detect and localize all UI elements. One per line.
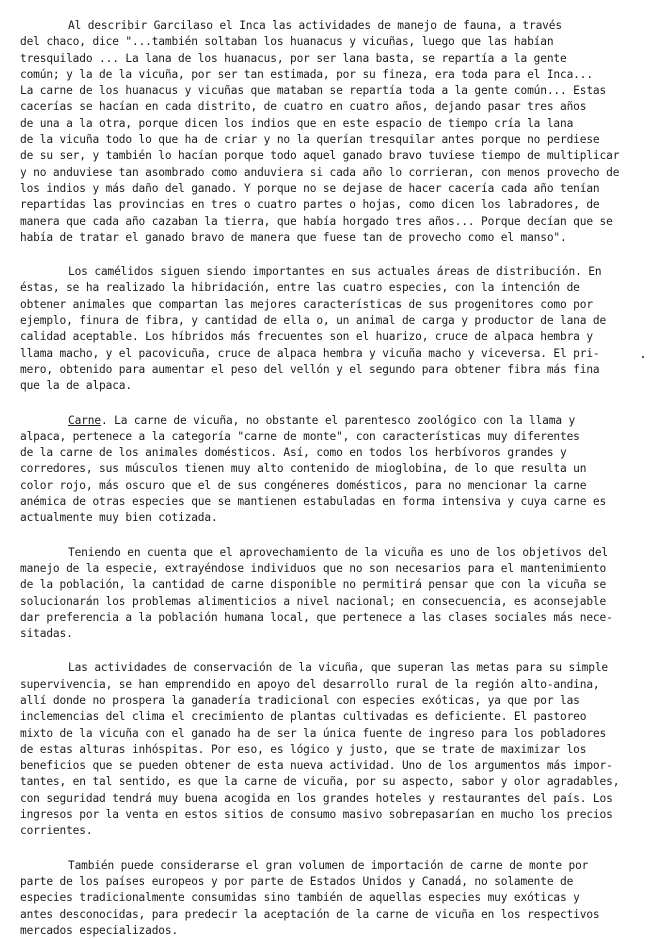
text-line: parte de los países europeos y por parte de Estados Unidos y Canadá, no solamente de: [20, 874, 574, 888]
paragraph-carne: [20, 413, 640, 527]
text-line: sitadas.: [20, 627, 73, 641]
text-line: de la carne de los animales domésticos. Así, como en todos los herbívoros grandes y: [20, 446, 567, 460]
text-line: Teniendo en cuenta que el aprovechamiento de la vicuña es uno de los objetivos del: [68, 545, 609, 559]
text-line: ejemplo, finura de fibra, y cantidad de ella o, un animal de carga y productor de lana de: [20, 314, 607, 328]
text-line: mixto de la vicuña con el ganado ha de ser la única fuente de ingreso para los pobladores: [20, 726, 607, 740]
text-line: tantes, en tal sentido, es que la carne de vicuña, por su aspecto, sabor y olor agradables,: [20, 775, 620, 789]
text-line: mercados especializados.: [20, 923, 179, 937]
text-line: del chaco, dice "...también soltaban los huanacus y vicuñas, luego que las habían: [20, 35, 554, 49]
text-line: cacerías se hacían en cada distrito, de cuatro en cuatro años, dejando pasar tres años: [20, 100, 587, 114]
text-line: inclemencias del clima el crecimiento de plantas cultivadas es deficiente. El pastoreo: [20, 710, 587, 724]
text-line: beneficios que se pueden obtener de esta nueva actividad. Uno de los argumentos más impor-: [20, 759, 613, 773]
text-line: común; y la de la vicuña, por ser tan estimada, por su fineza, era toda para el Inca...: [20, 67, 593, 81]
text-line: éstas, se ha realizado la hibridación, entre las cuatro especies, con la intención de: [20, 281, 580, 295]
text-line: alpaca, pertenece a la categoría "carne de monte", con características muy diferentes: [20, 429, 580, 443]
text-line: que la de alpaca.: [20, 379, 132, 393]
paragraph-conservation: [20, 660, 640, 839]
text-line: allí donde no prospera la ganadería tradicional con especies exóticas, ya que por las: [20, 693, 580, 707]
text-line: repartidas las provincias en tres o cuatro partes o hojas, como dicen los labradores, de: [20, 198, 600, 212]
paragraph-garcilaso-quote: [20, 18, 640, 246]
section-heading-carne: Carne: [68, 413, 101, 427]
text-line: supervivencia, se han emprendido en apoyo del desarrollo rural de la región alto-andina,: [20, 677, 600, 691]
text-line: con seguridad tendrá muy buena acogida en los grandes hoteles y restaurantes del país. Los: [20, 791, 613, 805]
text-line: de la vicuña todo lo que ha de criar y no la querían tresquilar antes porque no perdiese: [20, 133, 600, 147]
text-line: También puede considerarse el gran volumen de importación de carne de monte por: [68, 858, 589, 872]
text-line: de estas alturas inhóspitas. Por eso, es lógico y justo, que se trate de maximizar los: [20, 742, 587, 756]
text-line: corrientes.: [20, 824, 93, 838]
text-line-rest: . La carne de vicuña, no obstante el parentesco zoológico con la llama y: [100, 413, 576, 427]
text-line: [20, 413, 640, 429]
text-line: mero, obtenido para aumentar el peso del vellón y el segundo para obtener fibra más fina: [20, 362, 600, 376]
paragraph-meat-availability: [20, 545, 640, 643]
text-line: llama macho, y el pacovicuña, cruce de alpaca hembra y vicuña macho y viceversa. El pri-: [20, 346, 600, 360]
text-line: corredores, sus músculos tienen muy alto contenido de mioglobina, de lo que resulta un: [20, 462, 587, 476]
text-line: manera que cada año cazaban la tierra, que había horgado tres años... Porque decían que se: [20, 214, 613, 228]
scan-speck: [642, 356, 644, 358]
text-line: obtener animales que compartan las mejores características de sus progenitores como por: [20, 297, 593, 311]
text-line: tresquilado ... La lana de los huanacus, por ser lana basta, se repartía a la gente: [20, 51, 567, 65]
paragraph-camelid-hybrids: [20, 264, 640, 394]
text-line: anémica de otras especies que se mantienen estabuladas en forma intensiva y cuya carne es: [20, 495, 607, 509]
text-line: Los camélidos siguen siendo importantes en sus actuales áreas de distribución. En: [68, 265, 602, 279]
text-line: especies tradicionalmente consumidas sino también de aquellas especies muy exóticas y: [20, 891, 580, 905]
text-line: solucionarán los problemas alimenticios a nivel nacional; en consecuencia, es aconsejable: [20, 594, 607, 608]
text-line: de la población, la cantidad de carne disponible no permitirá pensar que con la vicuña se: [20, 578, 607, 592]
text-line: y no anduviese tan asombrado como anduviera si cada año lo corrieran, con menos provecho de: [20, 165, 620, 179]
text-line: de una a la otra, porque dicen los indios que en este espacio de tiempo cría la lana: [20, 116, 574, 130]
text-line: manejo de la especie, extrayéndose individuos que no son necesarios para el mantenimiento: [20, 561, 607, 575]
text-line: ingresos por la venta en estos sitios de consumo masivo sobrepasarían en mucho los precios: [20, 808, 613, 822]
text-line: de su ser, y también lo hacían porque todo aquel ganado bravo tuviese tiempo de multiplicar: [20, 149, 620, 163]
paragraph-imports: [20, 858, 640, 939]
text-line: Las actividades de conservación de la vicuña, que superan las metas para su simple: [68, 661, 609, 675]
text-line: Al describir Garcilaso el Inca las actividades de manejo de fauna, a través: [68, 19, 562, 32]
text-line: había de tratar el ganado bravo de manera que fuese tan de provecho como el manso".: [20, 230, 567, 244]
text-line: calidad aceptable. Los híbridos más frecuentes son el huarizo, cruce de alpaca hembra y: [20, 330, 593, 344]
text-line: antes desconocidas, para predecir la aceptación de la carne de vicuña en los respectivos: [20, 907, 600, 921]
text-line: color rojo, más oscuro que el de sus congéneres domésticos, para no mencionar la carne: [20, 478, 587, 492]
text-line: los indios y más daño del ganado. Y porque no se dejase de hacer cacería cada año tenían: [20, 181, 600, 195]
text-line: La carne de los huanacus y vicuñas que mataban se repartía toda a la gente común... Estas: [20, 84, 607, 98]
text-line: actualmente muy bien cotizada.: [20, 511, 218, 525]
text-line: dar preferencia a la población humana local, que pertenece a las clases sociales más nece-: [20, 610, 613, 624]
